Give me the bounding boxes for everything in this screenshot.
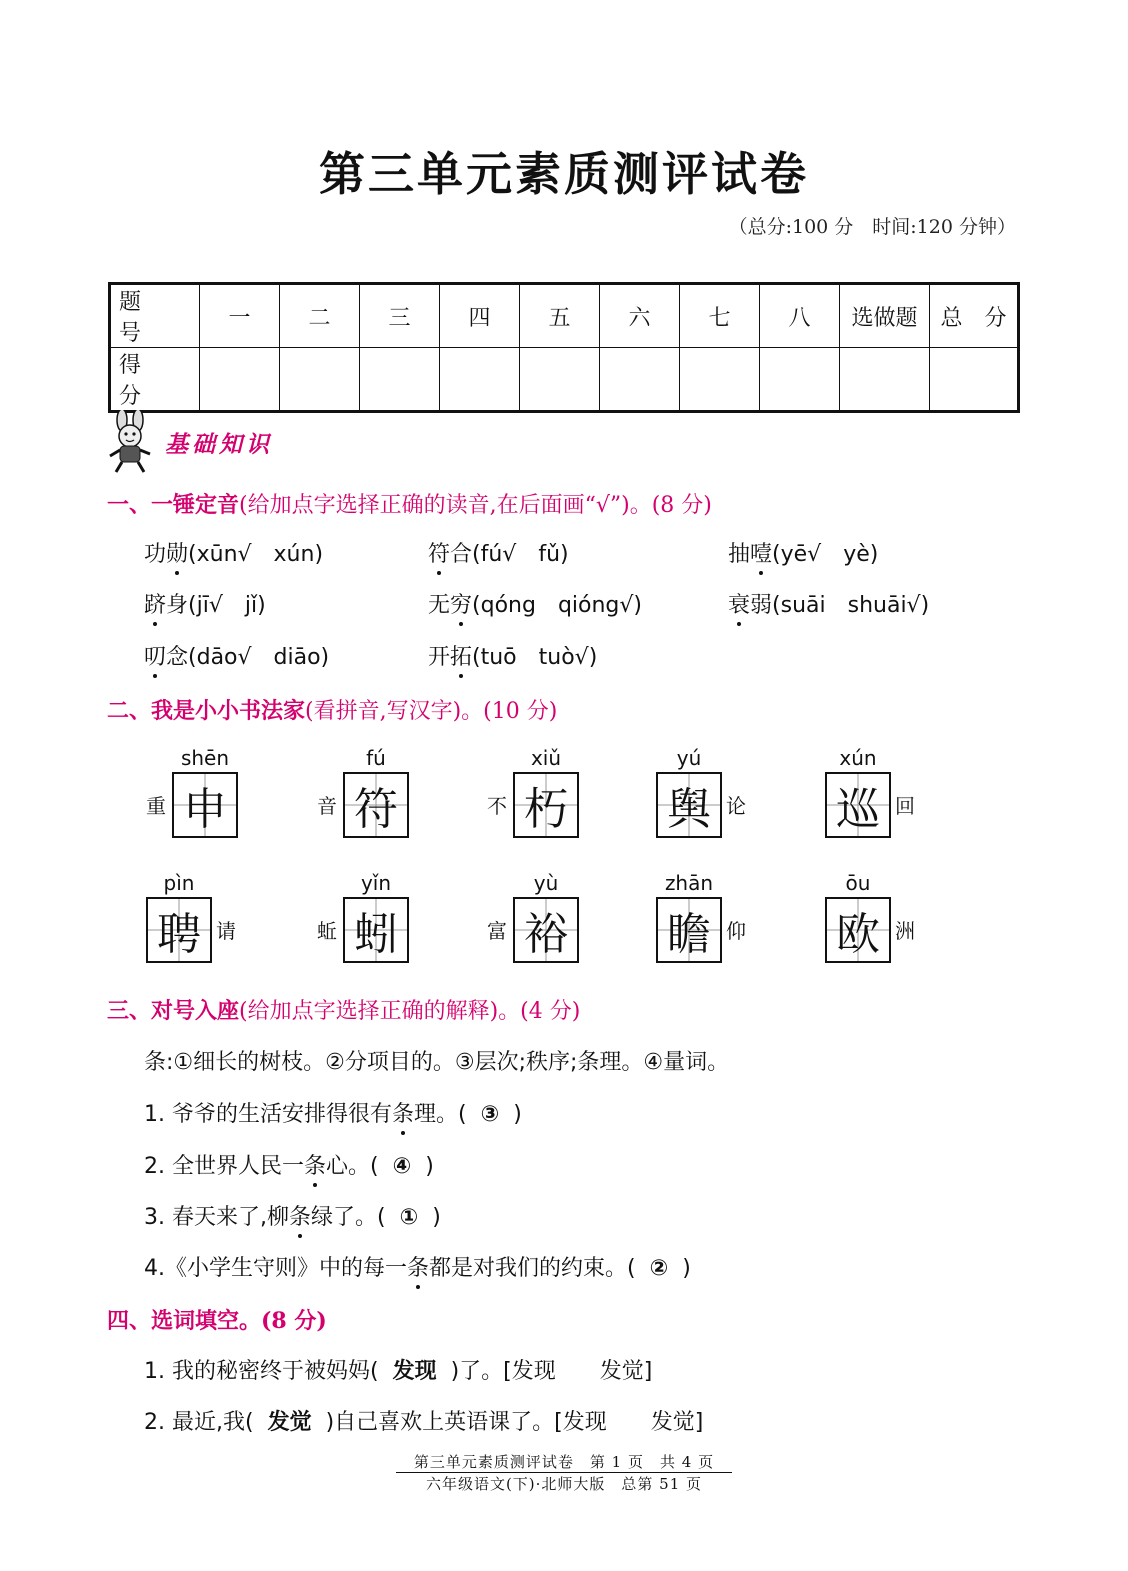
q2-writing-box[interactable]: 符 <box>343 772 409 838</box>
q3-answer[interactable]: ③ <box>480 1102 500 1127</box>
score-column-header: 三 <box>360 284 440 348</box>
q2-writing-box[interactable]: 蚓 <box>343 897 409 963</box>
q3-title <box>107 994 580 1025</box>
q1-options: (tuō tuò√) <box>472 645 598 670</box>
q1-options: (suāi shuāi√) <box>772 593 930 618</box>
score-cell[interactable] <box>360 348 440 412</box>
q2-pinyin: pìn <box>163 871 195 895</box>
score-header-row <box>110 284 1019 348</box>
score-cell[interactable] <box>440 348 520 412</box>
q1-title-text: 一、一锤定音 <box>107 492 240 518</box>
q2-note: (看拼音,写汉字)。(10 分) <box>305 699 558 724</box>
q2-pinyin: fú <box>366 746 386 770</box>
score-column-header: 七 <box>680 284 760 348</box>
q2-context-char: 重 <box>146 794 166 818</box>
q2-char-cell <box>825 746 1025 856</box>
score-column-header: 二 <box>280 284 360 348</box>
q3-sentence: 4.《小学生守则》中的每一 <box>144 1256 407 1281</box>
q3-note: (给加点字选择正确的解释)。(4 分) <box>239 999 581 1024</box>
q1-item <box>144 588 266 619</box>
q2-char-cell <box>825 871 1025 981</box>
q1-word-char: 跻 <box>144 588 166 619</box>
footer-line-2: 六年级语文(下)·北师大版 总第 51 页 <box>425 1475 703 1493</box>
q1-word-char: 弱 <box>750 593 773 618</box>
q1-word-char: 穷 <box>450 588 472 619</box>
q3-item <box>144 1251 691 1282</box>
score-row-label: 得 分 <box>110 348 200 412</box>
q3-answer[interactable]: ④ <box>392 1154 412 1179</box>
q3-close: ) <box>425 1154 434 1179</box>
q3-item <box>144 1200 441 1231</box>
q4-sentence: )自己喜欢上英语课了。[发现 发觉] <box>325 1410 704 1435</box>
q2-pinyin: shēn <box>180 746 230 770</box>
q1-word-char: 功 <box>144 542 167 567</box>
score-cell[interactable] <box>840 348 930 412</box>
footer-line-1: 第三单元素质测评试卷 第 1 页 共 4 页 <box>413 1453 715 1471</box>
q2-writing-box[interactable]: 瞻 <box>656 897 722 963</box>
q2-writing-box[interactable]: 欧 <box>825 897 891 963</box>
q1-item <box>144 537 323 568</box>
q3-sentence: 心。( <box>326 1154 379 1179</box>
q2-context-char: 音 <box>317 794 337 818</box>
q4-sentence: )了。[发现 发觉] <box>450 1359 653 1384</box>
q3-close: ) <box>682 1256 691 1281</box>
q4-answer[interactable]: 发现 <box>392 1359 437 1384</box>
q4-item <box>144 1354 652 1385</box>
q1-item <box>728 537 878 568</box>
q4-title: 四、选词填空。(8 分) <box>107 1308 327 1334</box>
q2-pinyin: yú <box>676 746 702 770</box>
q2-context-char: 蚯 <box>317 919 337 943</box>
q2-pinyin: xún <box>839 746 877 770</box>
q3-sentence: 理。( <box>414 1102 467 1127</box>
q2-writing-box[interactable]: 朽 <box>513 772 579 838</box>
q2-context-char: 富 <box>487 919 507 943</box>
score-column-header: 八 <box>760 284 840 348</box>
q2-writing-box[interactable]: 巡 <box>825 772 891 838</box>
q1-options: (qóng qióng√) <box>472 593 642 618</box>
score-cell[interactable] <box>680 348 760 412</box>
score-cell[interactable] <box>930 348 1019 412</box>
q3-dotted-char: 条 <box>407 1251 429 1282</box>
q1-word-char: 拓 <box>450 640 472 671</box>
q2-context-char: 请 <box>216 919 236 943</box>
score-cell[interactable] <box>520 348 600 412</box>
q2-context-char: 不 <box>487 794 507 818</box>
q2-pinyin: ōu <box>845 871 871 895</box>
q2-pinyin: xiǔ <box>530 746 562 770</box>
q4-answer[interactable]: 发觉 <box>267 1410 312 1435</box>
score-cell[interactable] <box>760 348 840 412</box>
q1-options: (fú√ fǔ) <box>472 542 569 567</box>
q2-pinyin: zhān <box>664 871 714 895</box>
score-cell[interactable] <box>600 348 680 412</box>
score-cell[interactable] <box>280 348 360 412</box>
q1-options: (dāo√ diāo) <box>188 645 330 670</box>
q3-answer[interactable]: ① <box>399 1205 419 1230</box>
score-column-header: 六 <box>600 284 680 348</box>
q2-title <box>107 694 557 725</box>
score-column-header: 五 <box>520 284 600 348</box>
q2-context-char: 论 <box>726 794 746 818</box>
score-row-label: 题 号 <box>110 284 200 348</box>
score-value-row <box>110 348 1019 412</box>
q2-title-text: 二、我是小小书法家 <box>107 698 306 724</box>
q1-word-char: 衰 <box>728 588 750 619</box>
q1-word-char: 抽 <box>728 542 751 567</box>
q3-sentence: 2. 全世界人民一 <box>144 1154 304 1179</box>
q1-item <box>428 588 642 619</box>
page-title: 第三单元素质测评试卷 <box>319 147 809 201</box>
q3-definitions: 条:①细长的树枝。②分项目的。③层次;秩序;条理。④量词。 <box>144 1050 730 1075</box>
q1-word-char: 开 <box>428 645 451 670</box>
q2-writing-box[interactable]: 申 <box>172 772 238 838</box>
q1-options: (xūn√ xún) <box>188 542 324 567</box>
q3-sentence: 1. 爷爷的生活安排得很有 <box>144 1102 392 1127</box>
q4-sentence: 1. 我的秘密终于被妈妈( <box>144 1359 379 1384</box>
score-table <box>108 282 1020 413</box>
q2-writing-box[interactable]: 裕 <box>513 897 579 963</box>
q3-sentence: 都是对我们的约束。( <box>429 1256 636 1281</box>
q2-context-char: 洲 <box>895 919 915 943</box>
q1-word-char: 叨 <box>144 640 166 671</box>
q3-answer[interactable]: ② <box>649 1256 669 1281</box>
rabbit-mascot-icon <box>104 410 158 476</box>
q3-close: ) <box>513 1102 522 1127</box>
score-column-header: 一 <box>200 284 280 348</box>
section-heading: 基础知识 <box>165 431 273 458</box>
q1-word-char: 身 <box>166 593 189 618</box>
q2-context-char: 回 <box>895 794 915 818</box>
q1-word-char: 勋 <box>166 537 188 568</box>
q1-item <box>428 640 597 671</box>
score-column-header: 总 分 <box>930 284 1019 348</box>
q3-dotted-char: 条 <box>392 1097 414 1128</box>
q1-options: (yē√ yè) <box>772 542 879 567</box>
q1-word-char: 无 <box>428 593 451 618</box>
q1-item <box>144 640 329 671</box>
q1-item <box>728 588 929 619</box>
q1-options: (jī√ jǐ) <box>188 593 266 618</box>
score-cell[interactable] <box>200 348 280 412</box>
q2-char-cell <box>146 746 346 856</box>
q2-pinyin: yǐn <box>360 871 392 895</box>
q1-word-char: 合 <box>450 542 473 567</box>
q1-title <box>107 488 712 519</box>
q2-context-char: 仰 <box>726 919 746 943</box>
q1-word-char: 念 <box>166 645 189 670</box>
q3-sentence: 绿了。( <box>311 1205 386 1230</box>
q2-writing-box[interactable]: 舆 <box>656 772 722 838</box>
score-column-header: 选做题 <box>840 284 930 348</box>
q2-char-cell <box>146 871 346 981</box>
q3-item <box>144 1097 522 1128</box>
q3-item <box>144 1149 434 1180</box>
q2-writing-box[interactable]: 聘 <box>146 897 212 963</box>
q3-dotted-char: 条 <box>304 1149 326 1180</box>
q4-sentence: 2. 最近,我( <box>144 1410 254 1435</box>
q2-pinyin: yù <box>533 871 559 895</box>
exam-meta: （总分:100 分 时间:120 分钟） <box>728 216 1016 238</box>
q1-item <box>428 537 569 568</box>
q1-word-char: 噎 <box>750 537 772 568</box>
score-column-header: 四 <box>440 284 520 348</box>
q4-item <box>144 1405 703 1436</box>
q3-close: ) <box>432 1205 441 1230</box>
q1-note: (给加点字选择正确的读音,在后面画“√”)。(8 分) <box>239 493 712 518</box>
q1-word-char: 符 <box>428 537 450 568</box>
q3-sentence: 3. 春天来了,柳 <box>144 1205 289 1230</box>
q3-title-text: 三、对号入座 <box>107 998 240 1024</box>
q3-dotted-char: 条 <box>289 1200 311 1231</box>
